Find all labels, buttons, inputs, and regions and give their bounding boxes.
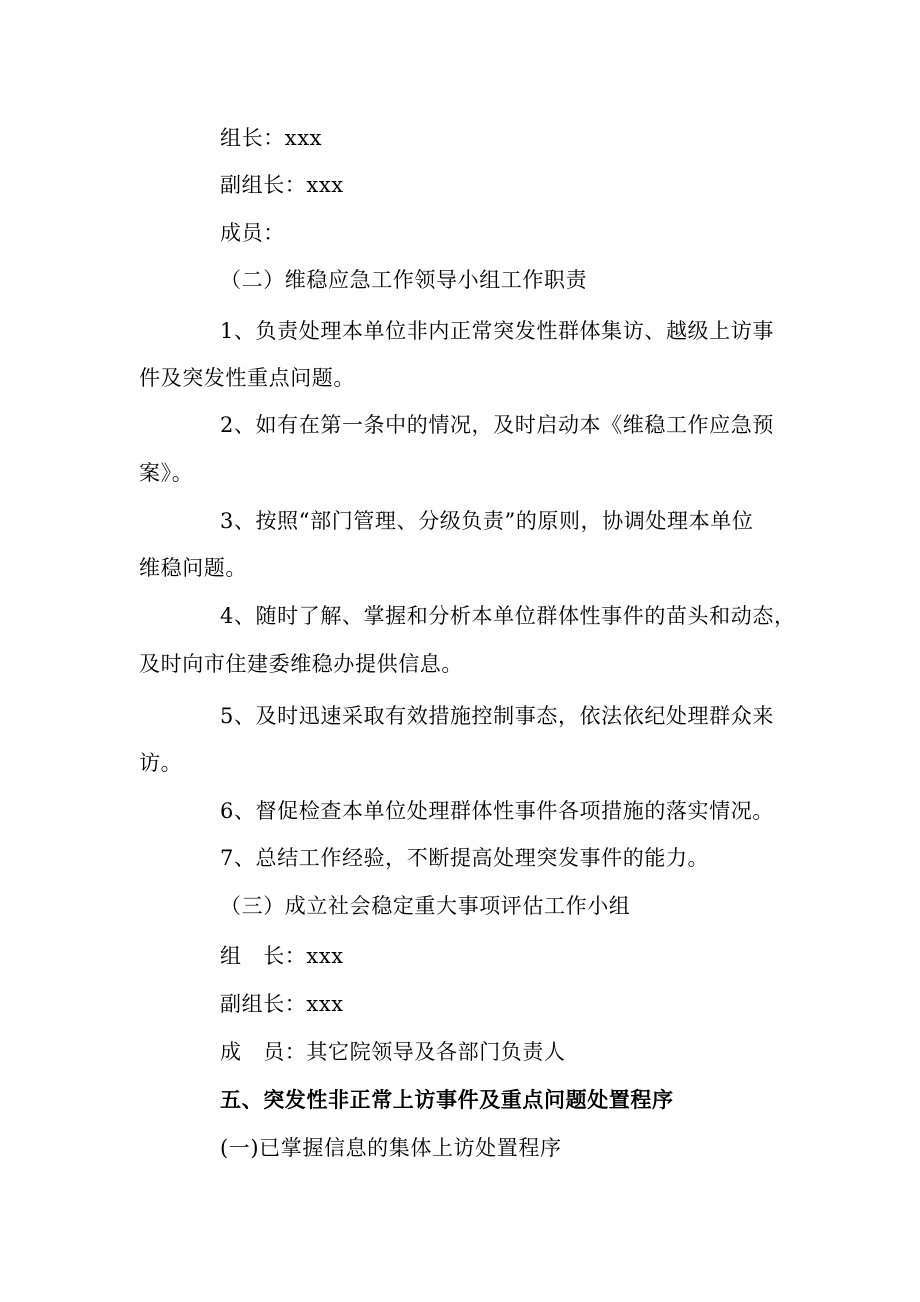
duty2-line2: 案》。 bbox=[139, 461, 194, 485]
section3-members-line: 成 员：其它院领导及各部门负责人 bbox=[220, 1040, 566, 1064]
section2-heading: （二）维稳应急工作领导小组工作职责 bbox=[220, 268, 588, 292]
duty5-line2: 访。 bbox=[139, 751, 183, 775]
leader-line: 组长：xxx bbox=[220, 126, 323, 150]
chapter5-sub1-heading: (一)已掌握信息的集体上访处置程序 bbox=[220, 1136, 562, 1160]
section3-leader-line: 组 长：xxx bbox=[220, 944, 344, 968]
members-line: 成员： bbox=[220, 221, 285, 245]
deputy-leader-line: 副组长：xxx bbox=[220, 173, 344, 197]
duty6-line: 6、督促检查本单位处理群体性事件各项措施的落实情况。 bbox=[220, 799, 774, 823]
duty3-line2: 维稳问题。 bbox=[139, 556, 247, 580]
duty3-line1: 3、按照“部门管理、分级负责”的原则，协调处理本单位 bbox=[220, 509, 754, 533]
chapter5-heading: 五、突发性非正常上访事件及重点问题处置程序 bbox=[220, 1087, 674, 1112]
duty5-line1: 5、及时迅速采取有效措施控制事态，依法依纪处理群众来 bbox=[220, 704, 774, 728]
duty7-line: 7、总结工作经验，不断提高处理突发事件的能力。 bbox=[220, 846, 710, 870]
section3-deputy-line: 副组长：xxx bbox=[220, 992, 344, 1016]
section3-heading: （三）成立社会稳定重大事项评估工作小组 bbox=[220, 894, 631, 918]
duty4-line2: 及时向市住建委维稳办提供信息。 bbox=[139, 652, 463, 676]
duty1-line1: 1、负责处理本单位非内正常突发性群体集访、越级上访事 bbox=[220, 319, 774, 343]
duty1-line2: 件及突发性重点问题。 bbox=[139, 366, 355, 390]
duty2-line1: 2、如有在第一条中的情况，及时启动本《维稳工作应急预 bbox=[220, 413, 774, 437]
duty4-line1: 4、随时了解、掌握和分析本单位群体性事件的苗头和动态， bbox=[220, 604, 796, 628]
